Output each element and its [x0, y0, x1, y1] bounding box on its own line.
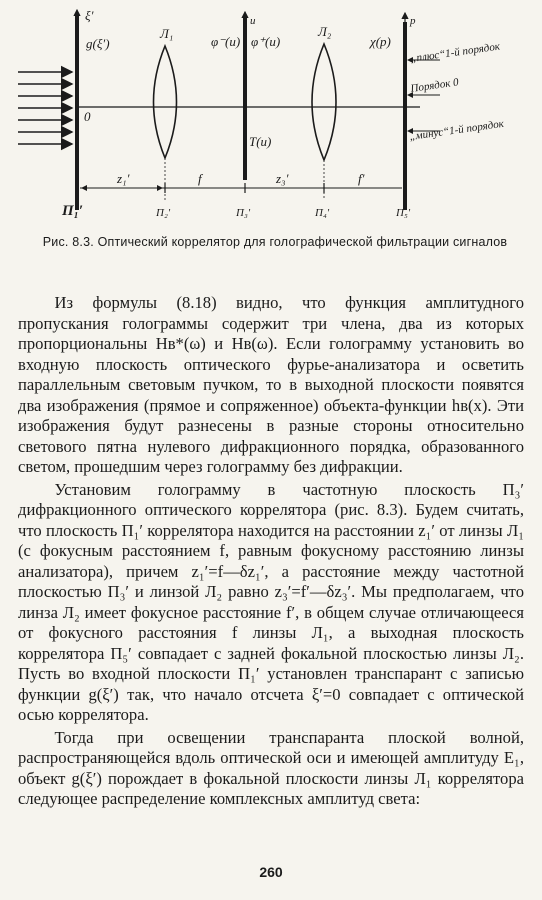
- distance-f-prime-label: f′: [358, 171, 365, 186]
- lens-2-label: Л₂: [318, 24, 332, 39]
- phi-plus-label: φ⁺(u): [251, 34, 281, 49]
- plane-2-label: Π₂′: [156, 207, 171, 219]
- p-axis-label: p: [410, 15, 416, 27]
- lens-2: [312, 44, 336, 160]
- lens-1: [154, 46, 177, 158]
- correlator-figure: [0, 0, 542, 235]
- plus-order-label: „плюс“1-й порядок: [409, 40, 501, 65]
- zero-order-label: Порядок 0: [409, 76, 460, 95]
- body-text: [18, 293, 524, 810]
- distance-z1-label: z₁′: [117, 171, 130, 186]
- origin-label: 0: [84, 109, 91, 124]
- paragraph-1: Из формулы (8.18) видно, что функция амплитудного пропускания голограммы содержит три члена, два из которых пропорциональны Hв*(ω) и Hв(ω). Если голограмму установить во входную плоскость оптического фурье-анализатора и осветить параллельным световым пучком, то в выходной плоскости появятся два изображения (прямое и сопряженное) объекта-функции hв(x). Эти изображения будут разнесены в разные стороны относительно светового пятна нулевого дифракционного порядка, образованного светом, прошедшим через голограмму без дифракции.: [18, 293, 524, 476]
- phi-minus-label: φ⁻(u): [211, 34, 241, 49]
- plane-5-label: Π₅′: [396, 207, 411, 219]
- incident-light-arrows: [18, 72, 72, 144]
- minus-order-label: „минус“1-й порядок: [408, 117, 505, 143]
- g-label: g(ξ′): [86, 36, 110, 51]
- figure-caption: Рис. 8.3. Оптический коррелятор для голографической фильтрации сигналов: [42, 235, 508, 249]
- chi-label: χ(p): [370, 34, 391, 49]
- lens-1-label: Л₁: [160, 26, 174, 41]
- distance-f-label: f: [198, 171, 202, 186]
- plane-3-label: Π₃′: [236, 207, 251, 219]
- plane-4-label: Π₄′: [315, 207, 330, 219]
- xi-axis-label: ξ′: [85, 8, 94, 23]
- plane-1-label: Π₁′: [62, 203, 84, 219]
- paragraph-3: Тогда при освещении транспаранта плоской волной, распространяющейся вдоль оптической оси и имеющей амплитуду E₁, объект g(ξ′) порождает в фокальной плоскости линзы Л₁ коррелятора следующее распределение комплексных амплитуд света:: [18, 727, 524, 808]
- distance-z3-label: z₃′: [276, 171, 289, 186]
- paragraph-2: Установим голограмму в частотную плоскость Π₃′ дифракционного оптического коррелятора (рис. 8.3). Будем считать, что плоскость Π₁′ коррелятора находится на расстоянии z₁′ от линзы Л₁ (с фокусным расстоянием f, равным фокусному расстоянию линзы анализатора), причем z₁′=f—δz₁′, а расстояние между частотной плоскостью Π₃′ и линзой Л₂ равно z₃′=f′—δz₃′. Мы предполагаем, что линза Л₂ имеет фокусное расстояние f′, в общем случае отличающееся от фокусного расстояния f линзы Л₁, а выходная плоскость коррелятора Π₅′ совпадает с задней фокальной плоскостью линзы Л₂. Пусть во входной плоскости Π₁′ установлен транспарант с записью функции g(ξ′) так, что начало отсчета ξ′=0 совпадает с оптической осью коррелятора.: [18, 479, 524, 724]
- u-axis-label: u: [250, 15, 256, 27]
- page-number: 260: [259, 864, 283, 880]
- transmittance-label: T(u): [249, 134, 272, 149]
